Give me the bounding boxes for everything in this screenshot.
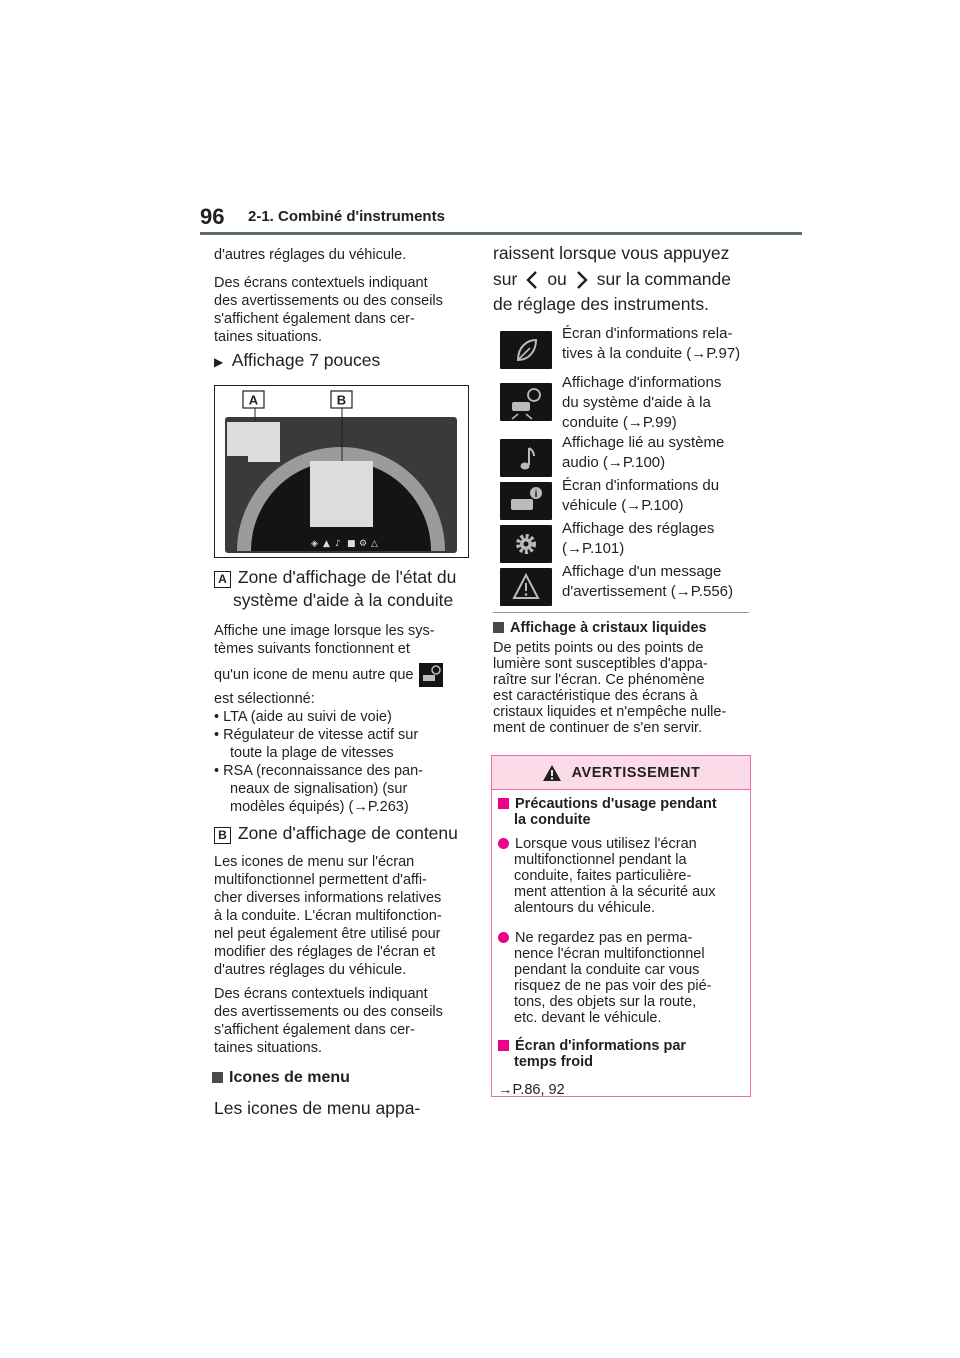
pink-square-bullet-icon <box>498 798 509 809</box>
driving-assist-icon <box>500 383 552 421</box>
lcd-title <box>493 619 755 637</box>
intro-paragraph <box>214 246 474 346</box>
warning-bullet-line: risquez de ne pas voir des pié- <box>514 978 712 994</box>
triangle-right-icon: ▶ <box>214 355 224 369</box>
zone-b-title <box>214 822 476 845</box>
square-bullet-icon <box>493 622 504 633</box>
right-cont-line3: de réglage des instruments. <box>493 294 709 314</box>
menu-icon-row <box>500 477 754 520</box>
lcd-section <box>493 619 755 736</box>
warning-bullet-line: Ne regardez pas en perma- <box>515 930 693 946</box>
zone-b-body-line: d'autres réglages du véhicule. <box>214 962 407 978</box>
intro-line: taines situations. <box>214 329 323 345</box>
lcd-body-line: est caractéristique des écrans à <box>493 688 698 704</box>
menu-icon-row <box>500 520 754 563</box>
menu-icon-description <box>562 373 721 433</box>
subhead-7-inch <box>214 349 380 372</box>
vehicle-info-icon <box>500 482 552 520</box>
warning-bullet-line: tons, des objets sur la route, <box>514 994 697 1010</box>
zone-b-body-line: modifier des réglages de l'écran et <box>214 944 436 960</box>
warning-sub1-line: la conduite <box>514 812 591 828</box>
display-figure <box>214 385 469 558</box>
zone-a-body-line: tèmes suivants fonctionnent et <box>214 641 410 657</box>
warning-reference: →P.86, 92 <box>498 1082 565 1098</box>
page-number: 96 <box>200 204 225 229</box>
menu-icon-list <box>500 325 754 606</box>
lcd-body-line: ment de continuer de s'en servir. <box>493 720 703 736</box>
svg-text:♪: ♪ <box>335 539 341 549</box>
menu-icon-text: véhicule (→P.100) <box>562 497 684 514</box>
pink-dot-bullet-icon <box>498 932 509 943</box>
zone-b-title-text: Zone d'affichage de contenu <box>237 823 458 843</box>
zone-a-body-line: Affiche une image lorsque les sys- <box>214 623 435 639</box>
pink-square-bullet-icon <box>498 1040 509 1051</box>
right-cont-line2 <box>493 268 731 291</box>
zone-b-body-line: Les icones de menu sur l'écran <box>214 854 415 870</box>
pink-dot-bullet-icon <box>498 838 509 849</box>
figure-label-a: A <box>248 392 259 408</box>
icons-heading-text: Icones de menu <box>229 1069 350 1086</box>
warning-sub2 <box>498 1038 740 1070</box>
square-bullet-icon <box>212 1072 223 1083</box>
menu-icon-description <box>562 519 714 559</box>
zone-b-body-line: s'affichent également dans cer- <box>214 1022 415 1038</box>
warning-bullet-1 <box>498 836 740 916</box>
warning-sub2-line: Écran d'informations par <box>515 1038 687 1054</box>
gear-icon <box>500 525 552 563</box>
section-divider <box>493 612 749 613</box>
warning-sub1 <box>498 796 740 828</box>
zone-b-body-line: des avertissements ou des conseils <box>214 1004 443 1020</box>
menu-icon-text: Affichage lié au système <box>562 434 725 451</box>
menu-icon-description <box>562 324 740 364</box>
menu-icon-text: d'avertissement (→P.556) <box>562 583 733 600</box>
intro-line: s'affichent également dans cer- <box>214 311 415 327</box>
menu-icon-text: Affichage des réglages <box>562 520 715 537</box>
lcd-body-line: cristaux liquides et n'empêche nulle- <box>493 704 727 720</box>
right-cont-ou: ou <box>547 269 567 289</box>
menu-icon-text: audio (→P.100) <box>562 454 666 471</box>
intro-line: Des écrans contextuels indiquant <box>214 275 428 291</box>
warning-bullet-line: etc. devant le véhicule. <box>514 1010 662 1026</box>
menu-icon-text: conduite (→P.99) <box>562 414 677 431</box>
menu-icon-row <box>500 563 754 606</box>
warning-icon <box>500 568 552 606</box>
warning-bullet-line: nence l'écran multifonctionnel <box>514 946 705 962</box>
label-a-badge: A <box>214 571 231 588</box>
right-cont-commande: sur la commande <box>596 269 732 289</box>
zone-a-body-line: est sélectionné: <box>214 691 315 707</box>
svg-text:△: △ <box>371 539 378 549</box>
zone-b-body-line: taines situations. <box>214 1040 323 1056</box>
lcd-body-line: raître sur l'écran. Ce phénomène <box>493 672 705 688</box>
zone-a-title-line1: Zone d'affichage de l'état du <box>237 567 457 587</box>
driving-assist-icon <box>419 663 443 687</box>
lcd-body-line: lumière sont susceptibles d'appa- <box>493 656 708 672</box>
zone-a-list-item: neaux de signalisation) (sur <box>230 781 408 797</box>
svg-text:⚙: ⚙ <box>359 539 368 549</box>
label-b-badge: B <box>214 827 231 844</box>
zone-a-inline-icon-line <box>214 660 476 690</box>
zone-b-body-line: multifonctionnel permettent d'affi- <box>214 872 427 888</box>
menu-icon-text: Écran d'informations du <box>562 477 720 494</box>
warning-box <box>491 755 751 1097</box>
menu-icon-description <box>562 433 724 473</box>
warning-triangle-icon <box>542 764 562 782</box>
warning-sub2-line: temps froid <box>514 1054 593 1070</box>
right-cont-line1: raissent lorsque vous appuyez <box>493 243 730 263</box>
warning-bullet-line: Lorsque vous utilisez l'écran <box>515 836 697 852</box>
menu-icon-text: Affichage d'un message <box>562 563 722 580</box>
leaf-icon <box>500 331 552 369</box>
subhead-text: Affichage 7 pouces <box>231 350 381 370</box>
menu-icon-text: Affichage d'informations <box>562 374 722 391</box>
section-title: 2-1. Combiné d'instruments <box>248 208 445 225</box>
zone-a-list-item: modèles équipés) (→P.263) <box>230 799 409 815</box>
menu-icon-text: du système d'aide à la <box>562 394 711 411</box>
warning-bullet-line: ment attention à la sécurité aux <box>514 884 716 900</box>
warning-sub1-line: Précautions d'usage pendant <box>515 796 717 812</box>
warning-bullet-line: multifonctionnel pendant la <box>514 852 687 868</box>
music-note-icon <box>500 439 552 477</box>
menu-icon-row <box>500 325 754 369</box>
menu-icon-text: (→P.101) <box>562 540 625 557</box>
zone-a-list-item: toute la plage de vitesses <box>230 745 394 761</box>
icons-intro: Les icones de menu appa- <box>214 1098 421 1118</box>
svg-text:▲: ▲ <box>323 539 330 549</box>
svg-text:◈: ◈ <box>311 539 318 549</box>
zone-b-body <box>214 853 476 1057</box>
zone-b-body-line: nel peut également être utilisé pour <box>214 926 441 942</box>
zone-b-body-line: cher diverses informations relatives <box>214 890 442 906</box>
figure-label-b: B <box>336 392 347 408</box>
icons-heading <box>212 1069 350 1087</box>
svg-text:■: ■ <box>347 539 356 549</box>
svg-text:i: i <box>534 489 538 500</box>
menu-icon-text: tives à la conduite (→P.97) <box>562 345 741 362</box>
intro-line: d'autres réglages du véhicule. <box>214 247 407 263</box>
warning-bullet-line: conduite, faites particulière- <box>514 868 692 884</box>
zone-b-body-line: à la conduite. L'écran multifonction- <box>214 908 442 924</box>
menu-icon-row <box>500 374 754 431</box>
chevron-right-icon <box>575 270 589 290</box>
zone-a-list-item: • RSA (reconnaissance des pan- <box>214 763 423 779</box>
zone-a-list-item: • Régulateur de vitesse actif sur <box>214 727 419 743</box>
zone-b-body-line: Des écrans contextuels indiquant <box>214 986 428 1002</box>
warning-content <box>492 790 750 1098</box>
warning-title: AVERTISSEMENT <box>571 764 701 781</box>
menu-icon-description <box>562 562 733 602</box>
menu-icon-description <box>562 476 719 516</box>
zone-b-block <box>214 822 476 1057</box>
zone-a-title-line2: système d'aide à la conduite <box>233 590 454 610</box>
zone-a-list-item: • LTA (aide au suivi de voie) <box>214 709 392 725</box>
warning-bullet-2 <box>498 930 740 1026</box>
lcd-body <box>493 640 755 736</box>
intro-line: des avertissements ou des conseils <box>214 293 443 309</box>
zone-a-block <box>214 566 476 816</box>
menu-icon-row <box>500 434 754 477</box>
lcd-body-line: De petits points ou des points de <box>493 640 704 656</box>
warning-header <box>492 756 750 790</box>
instrument-display-illustration <box>215 386 468 557</box>
chevron-left-icon <box>525 270 539 290</box>
header-rule <box>200 232 802 235</box>
warning-bullet-line: alentours du véhicule. <box>514 900 656 916</box>
warning-bullet-line: pendant la conduite car vous <box>514 962 700 978</box>
zone-a-title <box>214 566 476 589</box>
menu-icon-text: Écran d'informations rela- <box>562 325 733 342</box>
lcd-title-text: Affichage à cristaux liquides <box>510 620 707 636</box>
zone-a-body-line: qu'un icone de menu autre que <box>214 667 414 683</box>
right-cont-sur: sur <box>493 269 518 289</box>
